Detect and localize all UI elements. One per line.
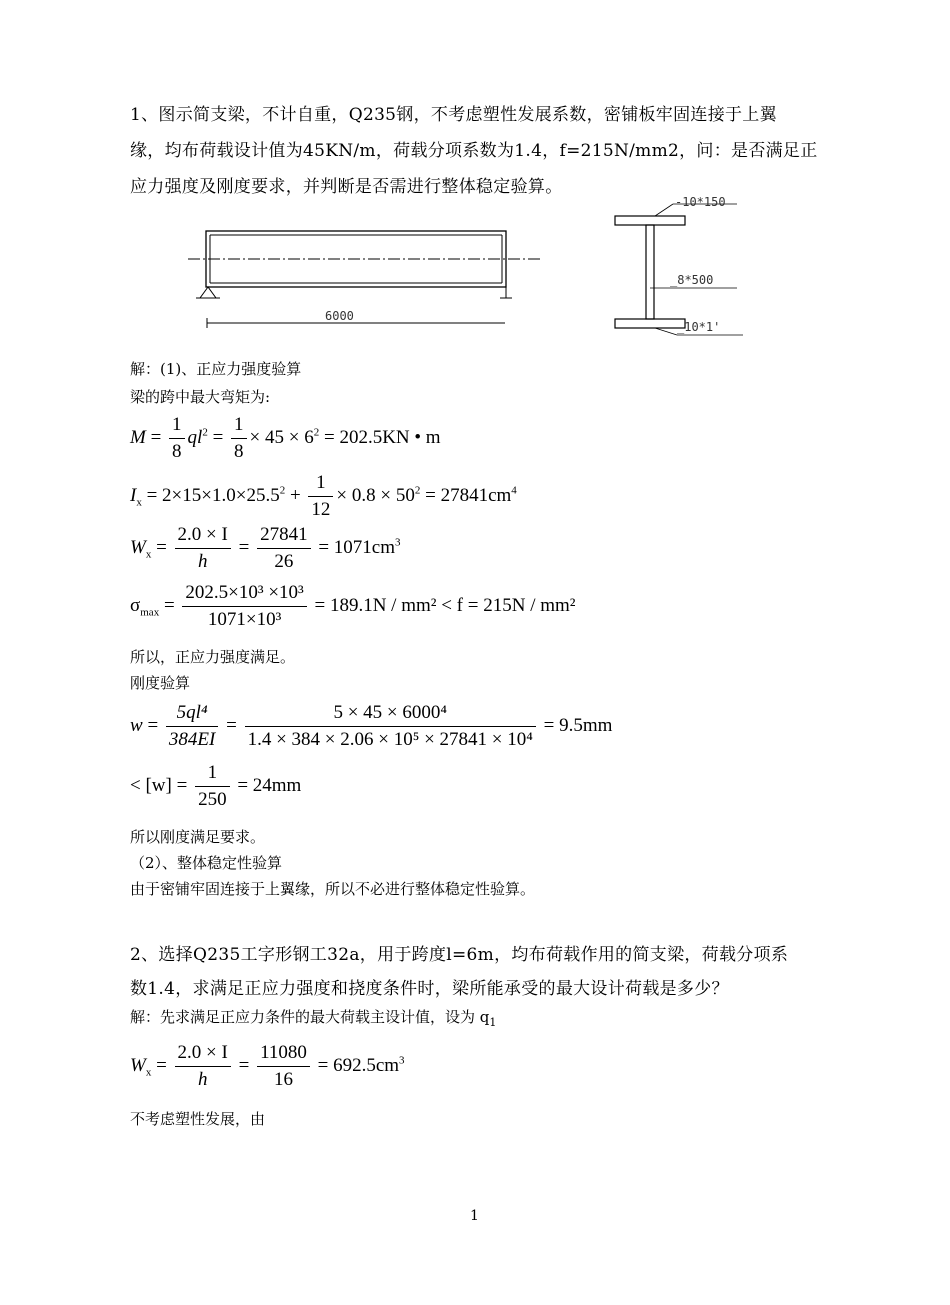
equation-inertia: $I_x = 2\times 15\times 1.0\times 25.5^2$ + $\frac{1}{12}$ × $0.8 \times 50^2 = 27841cm^4$: [130, 470, 517, 523]
eq-m-rhs: × 45 × 6: [249, 426, 314, 448]
span-dimension: 6000: [325, 309, 354, 323]
stability-heading: （2）、整体稳定性验算: [130, 854, 283, 872]
eq-w-den2: 26: [274, 551, 294, 572]
problem2-tail: 不考虑塑性发展，由: [130, 1110, 266, 1128]
eq-m-den2: 8: [234, 441, 244, 462]
solution1-heading: 解：(1)、正应力强度验算: [130, 360, 302, 378]
eq-w-den1: h: [197, 551, 208, 572]
eq-w2-result: = 692.5cm: [317, 1054, 400, 1076]
eq-w-lhs: W: [130, 536, 146, 558]
eq-i-part2: × 0.8 × 50: [336, 484, 415, 506]
equation-section-modulus-2: $W_x$ = $\frac{2.0 \times I}{h}$ = $\frac{11080}{16}$ = $692.5cm^3$: [130, 1040, 405, 1093]
eq-i-num: 1: [308, 470, 333, 497]
eq-limit-lhs: < [w] =: [130, 774, 188, 796]
problem2-line1: 2、选择Q235工字形钢工32a，用于跨度l=6m，均布荷载作用的简支梁，荷载分项系: [130, 945, 789, 965]
eq-w-num2: 27841: [257, 522, 311, 549]
eq-i-den: 12: [311, 499, 331, 520]
eq-defl-result: = 9.5mm: [543, 714, 613, 736]
eq-limit-result: = 24mm: [237, 774, 302, 796]
eq-m-mid: ql: [187, 426, 203, 448]
eq-w-result: = 1071cm: [318, 536, 395, 558]
problem2-line2: 数1.4，求满足正应力强度和挠度条件时，梁所能承受的最大设计荷载是多少？: [130, 979, 729, 999]
eq-w2-num2: 11080: [257, 1040, 310, 1067]
eq-w-sub: x: [145, 548, 152, 561]
equation-section-modulus: $W_x$ = $\frac{2.0 \times I}{h}$ = $\frac{27841}{26}$ = $1071cm^3$: [130, 522, 401, 575]
i-section-diagram: [605, 192, 750, 342]
eq-sigma-lhs: σ: [130, 594, 141, 616]
moment-intro: 梁的跨中最大弯矩为:: [130, 388, 271, 406]
page-number: 1: [470, 1208, 479, 1224]
eq-sigma-num: 202.5×10³ ×10³: [182, 580, 306, 607]
eq-w2-den1: h: [197, 1069, 208, 1090]
web-label: _8*500: [670, 273, 714, 287]
problem1-line1: 1、图示简支梁，不计自重，Q235钢，不考虑塑性发展系数，密铺板牢固连接于上翼: [130, 105, 777, 125]
eq-w-num1: 2.0 × I: [175, 522, 231, 549]
eq-defl-num1: 5ql⁴: [166, 700, 218, 727]
eq-defl-num2: 5 × 45 × 6000⁴: [245, 700, 536, 727]
eq-m-num2: 1: [231, 412, 247, 439]
eq-i-result: = 27841cm: [425, 484, 512, 506]
eq-defl-den1: 384EI: [168, 729, 216, 750]
conclusion-stiffness: 所以刚度满足要求。: [130, 828, 266, 846]
eq-i-lhs: I: [130, 484, 137, 506]
beam-diagram: [180, 220, 560, 340]
eq-w2-lhs: W: [130, 1054, 146, 1076]
equation-deflection-limit: [130, 760, 301, 813]
eq-w2-den2: 16: [273, 1069, 293, 1090]
eq-sigma-sub: max: [140, 606, 160, 619]
eq-m-num1: 1: [169, 412, 185, 439]
eq-i-sub: x: [136, 496, 142, 509]
eq-w2-sub: x: [145, 1066, 152, 1079]
eq-i-part1: = 2×15×1.0×25.5: [146, 484, 280, 506]
eq-limit-den: 250: [198, 789, 227, 810]
problem2-intro-sub: 1: [489, 1016, 497, 1029]
equation-moment: M = $\frac{1}{8}$ $ql^2$ = $\frac{1}{8}$ × $45 \times 6^2 = 202.5KN$ • m: [130, 412, 441, 465]
equation-stress: $\sigma_{max}$ = $\frac{\text{202.5×10³ ×10³}}{\text{1071×10³}}$ = 189.1N / mm² < f = 215N / mm²: [130, 580, 575, 633]
eq-sigma-result: = 189.1N / mm² < f = 215N / mm²: [314, 594, 576, 616]
stability-text: 由于密铺牢固连接于上翼缘，所以不必进行整体稳定性验算。: [130, 880, 536, 898]
flange-bottom-label: _10*1': [677, 320, 721, 334]
eq-m-lhs: M: [130, 426, 146, 448]
eq-m-result: = 202.5KN • m: [323, 426, 441, 448]
problem2-intro-text: 解：先求满足正应力条件的最大荷载主设计值，设为 q: [130, 1008, 490, 1026]
conclusion-strength: 所以，正应力强度满足。: [130, 648, 296, 666]
problem1-line2: 缘，均布荷载设计值为45KN/m，荷载分项系数为1.4，f=215N/mm2，问：是否满足正: [130, 141, 818, 161]
eq-w2-num1: 2.0 × I: [175, 1040, 231, 1067]
stiffness-heading: 刚度验算: [130, 674, 191, 692]
eq-limit-num: 1: [195, 760, 230, 787]
eq-defl-den2: 1.4 × 384 × 2.06 × 10⁵ × 27841 × 10⁴: [247, 729, 533, 750]
problem2-solution-intro: [130, 1006, 496, 1029]
eq-sigma-den: 1071×10³: [207, 609, 282, 630]
eq-defl-lhs: w: [130, 714, 143, 736]
equation-deflection: w = $\frac{\text{5ql⁴}}{384EI}$ = $\frac{\text{5 × 45 × 6000⁴}}{\text{1.4 × 384 × 2.06 × 10⁵ × 27841 × 10⁴}}$ = 9.5mm: [130, 700, 612, 753]
flange-top-label: -10*150: [675, 195, 726, 209]
problem1-line3: 应力强度及刚度要求，并判断是否需进行整体稳定验算。: [130, 177, 563, 197]
eq-m-den1: 8: [172, 441, 182, 462]
